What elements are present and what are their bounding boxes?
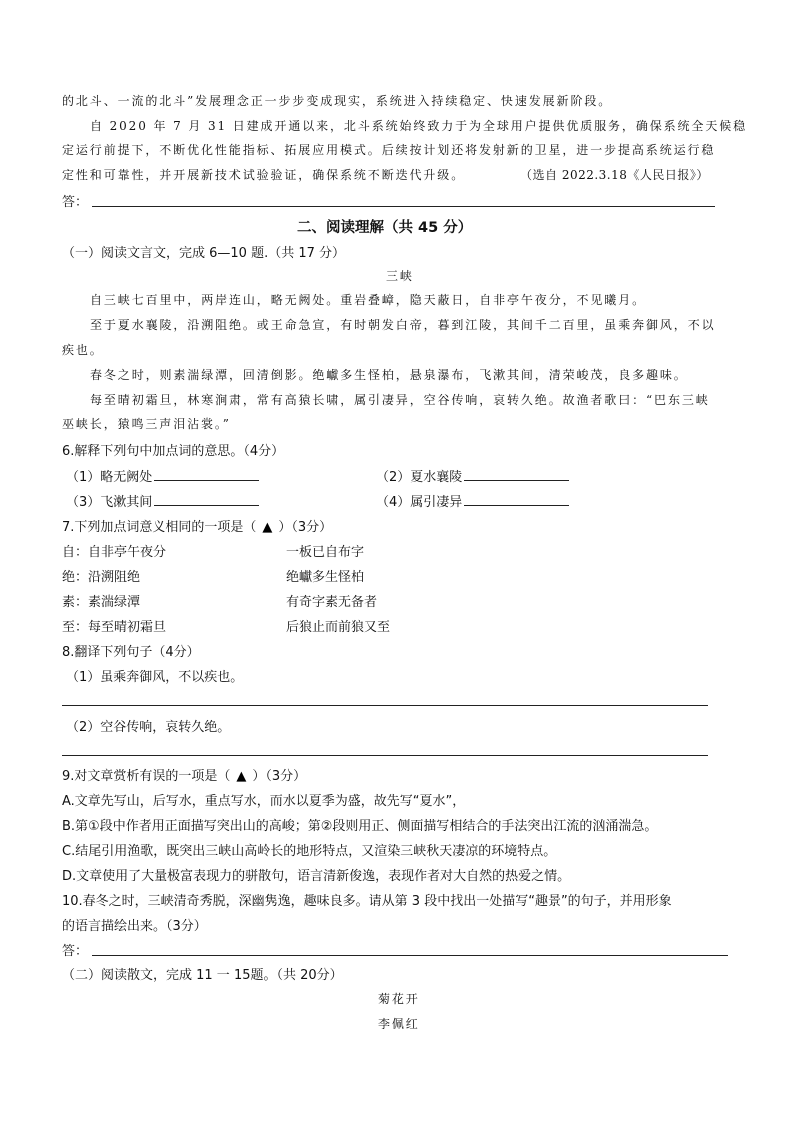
intro-source: （选自 2022.3.18《人民日报》） <box>520 168 709 182</box>
q6-item-1: （1）略无阙处 <box>66 466 259 485</box>
q7-row-4-left: 至：每至晴初霜旦 <box>62 620 167 635</box>
q6-blank-2[interactable] <box>464 468 569 481</box>
text-paragraph-2b: 疾也。 <box>62 343 104 357</box>
text-paragraph-3: 春冬之时，则素湍绿潭，回清倒影。绝巘多生怪柏，悬泉瀑布，飞漱其间，清荣峻茂，良多趣味。 <box>90 368 688 382</box>
q7-row-1-left: 自：自非亭午夜分 <box>62 545 167 560</box>
triangle-icon: ▲ <box>262 520 273 535</box>
q8-sentence-1: （1）虽乘奔御风，不以疾也。 <box>66 670 244 685</box>
q7-row-2-right: 绝巘多生怪柏 <box>286 570 365 585</box>
answer-label: 答： <box>62 195 89 210</box>
section-heading: 二、阅读理解（共 45 分） <box>297 220 473 236</box>
part2-intro: （二）阅读散文，完成 11 一 15题。（共 20分） <box>62 968 343 983</box>
intro-line-3: 定运行前提下，不断优化性能指标、拓展应用模式。后续按计划还将发射新的卫星，进一步提高系统运行稳 <box>62 143 716 157</box>
text-paragraph-1: 自三峡七百里中，两岸连山，略无阙处。重岩叠嶂，隐天蔽日，自非亭午夜分，不见曦月。 <box>90 293 647 307</box>
intro-line-2: 自 2020 年 7 月 31 日建成开通以来，北斗系统始终致力于为全球用户提供优质服务，确保系统全天候稳 <box>90 119 748 133</box>
q10-answer-line[interactable] <box>92 955 728 956</box>
q6-item-3: （3）飞漱其间 <box>66 491 259 510</box>
q10-stem-line-2: 的语言描绘出来。（3分） <box>62 919 207 934</box>
q7-stem: 7.下列加点词意义相同的一项是（ ▲ ）（3分） <box>62 520 333 535</box>
poem-title: 三峡 <box>386 269 414 283</box>
q9-option-a: A.文章先写山，后写水，重点写水，而水以夏季为盛，故先写“夏水”， <box>62 794 466 809</box>
text-paragraph-2a: 至于夏水襄陵，沿溯阻绝。或王命急宣，有时朝发白帝，暮到江陵，其间千二百里，虽乘奔御风，不以 <box>90 318 716 332</box>
triangle-icon: ▲ <box>236 769 247 784</box>
q8-sentence-2: （2）空谷传响，哀转久绝。 <box>66 720 231 735</box>
q7-row-3-right: 有奇字素无备者 <box>286 595 378 610</box>
q6-item-2: （2）夏水襄陵 <box>376 466 569 485</box>
essay-title: 菊花开 <box>378 992 420 1006</box>
q6-item-4: （4）属引凄异 <box>376 491 569 510</box>
q7-row-4-right: 后狼止而前狼又至 <box>286 620 391 635</box>
q7-row-3-left: 素：素湍绿潭 <box>62 595 141 610</box>
essay-author: 李佩红 <box>378 1017 420 1031</box>
q8-answer-line-2[interactable] <box>62 755 708 756</box>
q9-stem: 9.对文章赏析有误的一项是（ ▲ ）（3分） <box>62 769 307 784</box>
intro-line-1: 的北斗、一流的北斗”发展理念正一步步变成现实，系统进入持续稳定、快速发展新阶段。 <box>62 94 613 108</box>
q8-stem: 8.翻译下列句子（4分） <box>62 645 200 660</box>
q10-answer-label: 答： <box>62 944 89 959</box>
q7-row-2-left: 绝：沿溯阻绝 <box>62 570 141 585</box>
q10-stem-line-1: 10.春冬之时，三峡清奇秀脱，深幽隽逸，趣味良多。请从第 3 段中找出一处描写“趣景”的句子，并用形象 <box>62 894 672 909</box>
q6-blank-4[interactable] <box>464 493 569 506</box>
text-paragraph-4a: 每至晴初霜旦，林寒涧肃，常有高猿长啸，属引凄异，空谷传响，哀转久绝。故渔者歌曰：“巴东三峡 <box>90 393 710 407</box>
part1-intro: （一）阅读文言文，完成 6—10 题.（共 17 分） <box>62 246 346 261</box>
q8-answer-line-1[interactable] <box>62 705 708 706</box>
q6-blank-1[interactable] <box>154 468 259 481</box>
q6-blank-3[interactable] <box>154 493 259 506</box>
intro-line-4: 定性和可靠性，并开展新技术试验验证，确保系统不断迭代升级。 <box>62 168 466 182</box>
q9-option-b: B.第①段中作者用正面描写突出山的高峻；第②段则用正、侧面描写相结合的手法突出江流的汹涌湍急。 <box>62 819 658 834</box>
text-paragraph-4b: 巫峡长，猿鸣三声泪沾裳。” <box>62 417 231 431</box>
q9-option-c: C.结尾引用渔歌，既突出三峡山高岭长的地形特点，又渲染三峡秋天凄凉的环境特点。 <box>62 844 557 859</box>
answer-line[interactable] <box>92 206 715 207</box>
q7-row-1-right: 一板已自布字 <box>286 545 365 560</box>
q9-option-d: D.文章使用了大量极富表现力的骈散句，语言清新俊逸，表现作者对大自然的热爱之情。 <box>62 869 571 884</box>
q6-stem: 6.解释下列句中加点词的意思。（4分） <box>62 444 285 459</box>
